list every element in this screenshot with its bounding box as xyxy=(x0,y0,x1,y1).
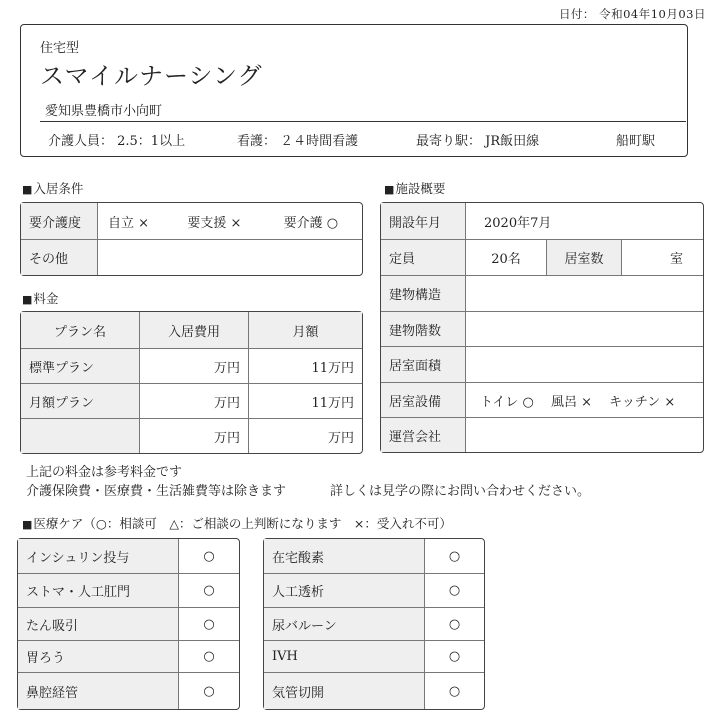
table-row xyxy=(21,349,362,384)
fees-header-monthly: 月額 xyxy=(249,312,362,349)
facility-type: 住宅型 xyxy=(40,41,80,56)
capacity-label: 定員 xyxy=(381,240,466,276)
table-row xyxy=(21,419,362,453)
table-row xyxy=(18,539,239,574)
plan-name: 月額プラン xyxy=(21,384,140,419)
medical-mark: ○ xyxy=(425,641,484,673)
medical-mark: ○ xyxy=(179,574,239,608)
table-row xyxy=(21,384,362,419)
fees-table xyxy=(20,311,363,454)
header-divider xyxy=(40,121,686,122)
medical-mark: ○ xyxy=(179,641,239,673)
medical-item: 在宅酸素 xyxy=(264,539,425,574)
entry-fee: 万円 xyxy=(140,384,249,419)
structure-label: 建物構造 xyxy=(381,276,466,312)
floors-value xyxy=(466,312,703,347)
care-independent: 自立 × xyxy=(108,215,150,231)
medical-item: 胃ろう xyxy=(18,641,179,673)
station-line: 最寄り駅： JR飯田線 xyxy=(416,134,540,149)
monthly-fee: 11万円 xyxy=(249,384,362,419)
opened-label: 開設年月 xyxy=(381,203,466,240)
medical-item: IVH xyxy=(264,641,425,673)
fees-header-plan: プラン名 xyxy=(21,312,140,349)
care-support: 要支援 × xyxy=(187,215,242,231)
plan-name xyxy=(21,419,140,453)
medical-item: 気管切開 xyxy=(264,673,425,709)
table-row xyxy=(18,673,239,709)
medical-mark: ○ xyxy=(425,539,484,574)
station-name: 船町駅 xyxy=(616,134,656,149)
floors-label: 建物階数 xyxy=(381,312,466,347)
medical-item: 尿バルーン xyxy=(264,608,425,641)
medical-item: 人工透析 xyxy=(264,574,425,608)
rooms-label: 居室数 xyxy=(547,240,622,276)
nursing-info: 看護： ２４時間看護 xyxy=(237,134,359,149)
fees-note-reference: 上記の料金は参考料金です xyxy=(26,465,183,480)
table-row xyxy=(264,608,484,641)
medical-mark: ○ xyxy=(448,683,461,699)
area-value xyxy=(466,347,703,383)
table-row xyxy=(264,539,484,574)
medical-mark: ○ xyxy=(179,539,239,574)
staff-ratio: 介護人員： 2.5：1以上 xyxy=(48,134,186,149)
plan-name: 標準プラン xyxy=(21,349,140,384)
fees-note-exclusions: 介護保険費・医療費・生活雑費等は除きます xyxy=(26,484,287,499)
document-date: 日付： 令和04年10月03日 xyxy=(558,7,706,21)
other-value xyxy=(98,240,362,275)
table-row xyxy=(264,673,484,709)
medical-mark: ○ xyxy=(179,608,239,641)
rooms-value: 室 xyxy=(622,240,703,276)
medical-item: たん吸引 xyxy=(18,608,179,641)
medical-table-right xyxy=(263,538,485,710)
medical-item: 鼻腔経管 xyxy=(18,673,179,709)
other-label: その他 xyxy=(21,240,98,275)
equipment-label: 居室設備 xyxy=(381,383,466,418)
admission-table xyxy=(20,202,363,276)
fees-section-title: ■ 料金 xyxy=(22,289,58,307)
entry-fee: 万円 xyxy=(140,419,249,453)
table-row xyxy=(18,641,239,673)
table-row xyxy=(18,608,239,641)
facility-address: 愛知県豊橋市小向町 xyxy=(45,104,163,119)
operator-value xyxy=(466,418,703,452)
medical-mark: ○ xyxy=(425,608,484,641)
medical-mark: ○ xyxy=(203,683,215,699)
capacity-value: 20名 xyxy=(466,240,547,276)
table-row xyxy=(264,574,484,608)
equipment-value: トイレ ○ 風呂 × キッチン × xyxy=(466,383,703,418)
table-row xyxy=(264,641,484,673)
monthly-fee: 万円 xyxy=(327,430,354,446)
medical-section-title: ■ 医療ケア（○：相談可 △：ご相談の上判断になります ×：受入れ不可） xyxy=(22,514,452,532)
facility-section-title: ■ 施設概要 xyxy=(384,179,445,197)
table-row xyxy=(18,574,239,608)
facility-name: スマイルナーシング xyxy=(40,62,263,90)
admission-section-title: ■ 入居条件 xyxy=(22,179,83,197)
entry-fee: 万円 xyxy=(140,349,249,384)
care-level-values xyxy=(98,203,362,240)
medical-item: インシュリン投与 xyxy=(18,539,179,574)
fees-header-entry: 入居費用 xyxy=(140,312,249,349)
area-label: 居室面積 xyxy=(381,347,466,383)
structure-value xyxy=(466,276,703,312)
opened-value: 2020年7月 xyxy=(466,203,703,240)
care-level-label: 要介護度 xyxy=(21,203,98,240)
medical-mark: ○ xyxy=(425,574,484,608)
care-nursing: 要介護 ○ xyxy=(283,215,339,231)
fees-note-inquiry: 詳しくは見学の際にお問い合わせください。 xyxy=(330,484,591,499)
monthly-fee: 11万円 xyxy=(249,349,362,384)
operator-label: 運営会社 xyxy=(381,418,466,452)
medical-table-left xyxy=(17,538,240,710)
facility-table xyxy=(380,202,704,453)
medical-item: ストマ・人工肛門 xyxy=(18,574,179,608)
